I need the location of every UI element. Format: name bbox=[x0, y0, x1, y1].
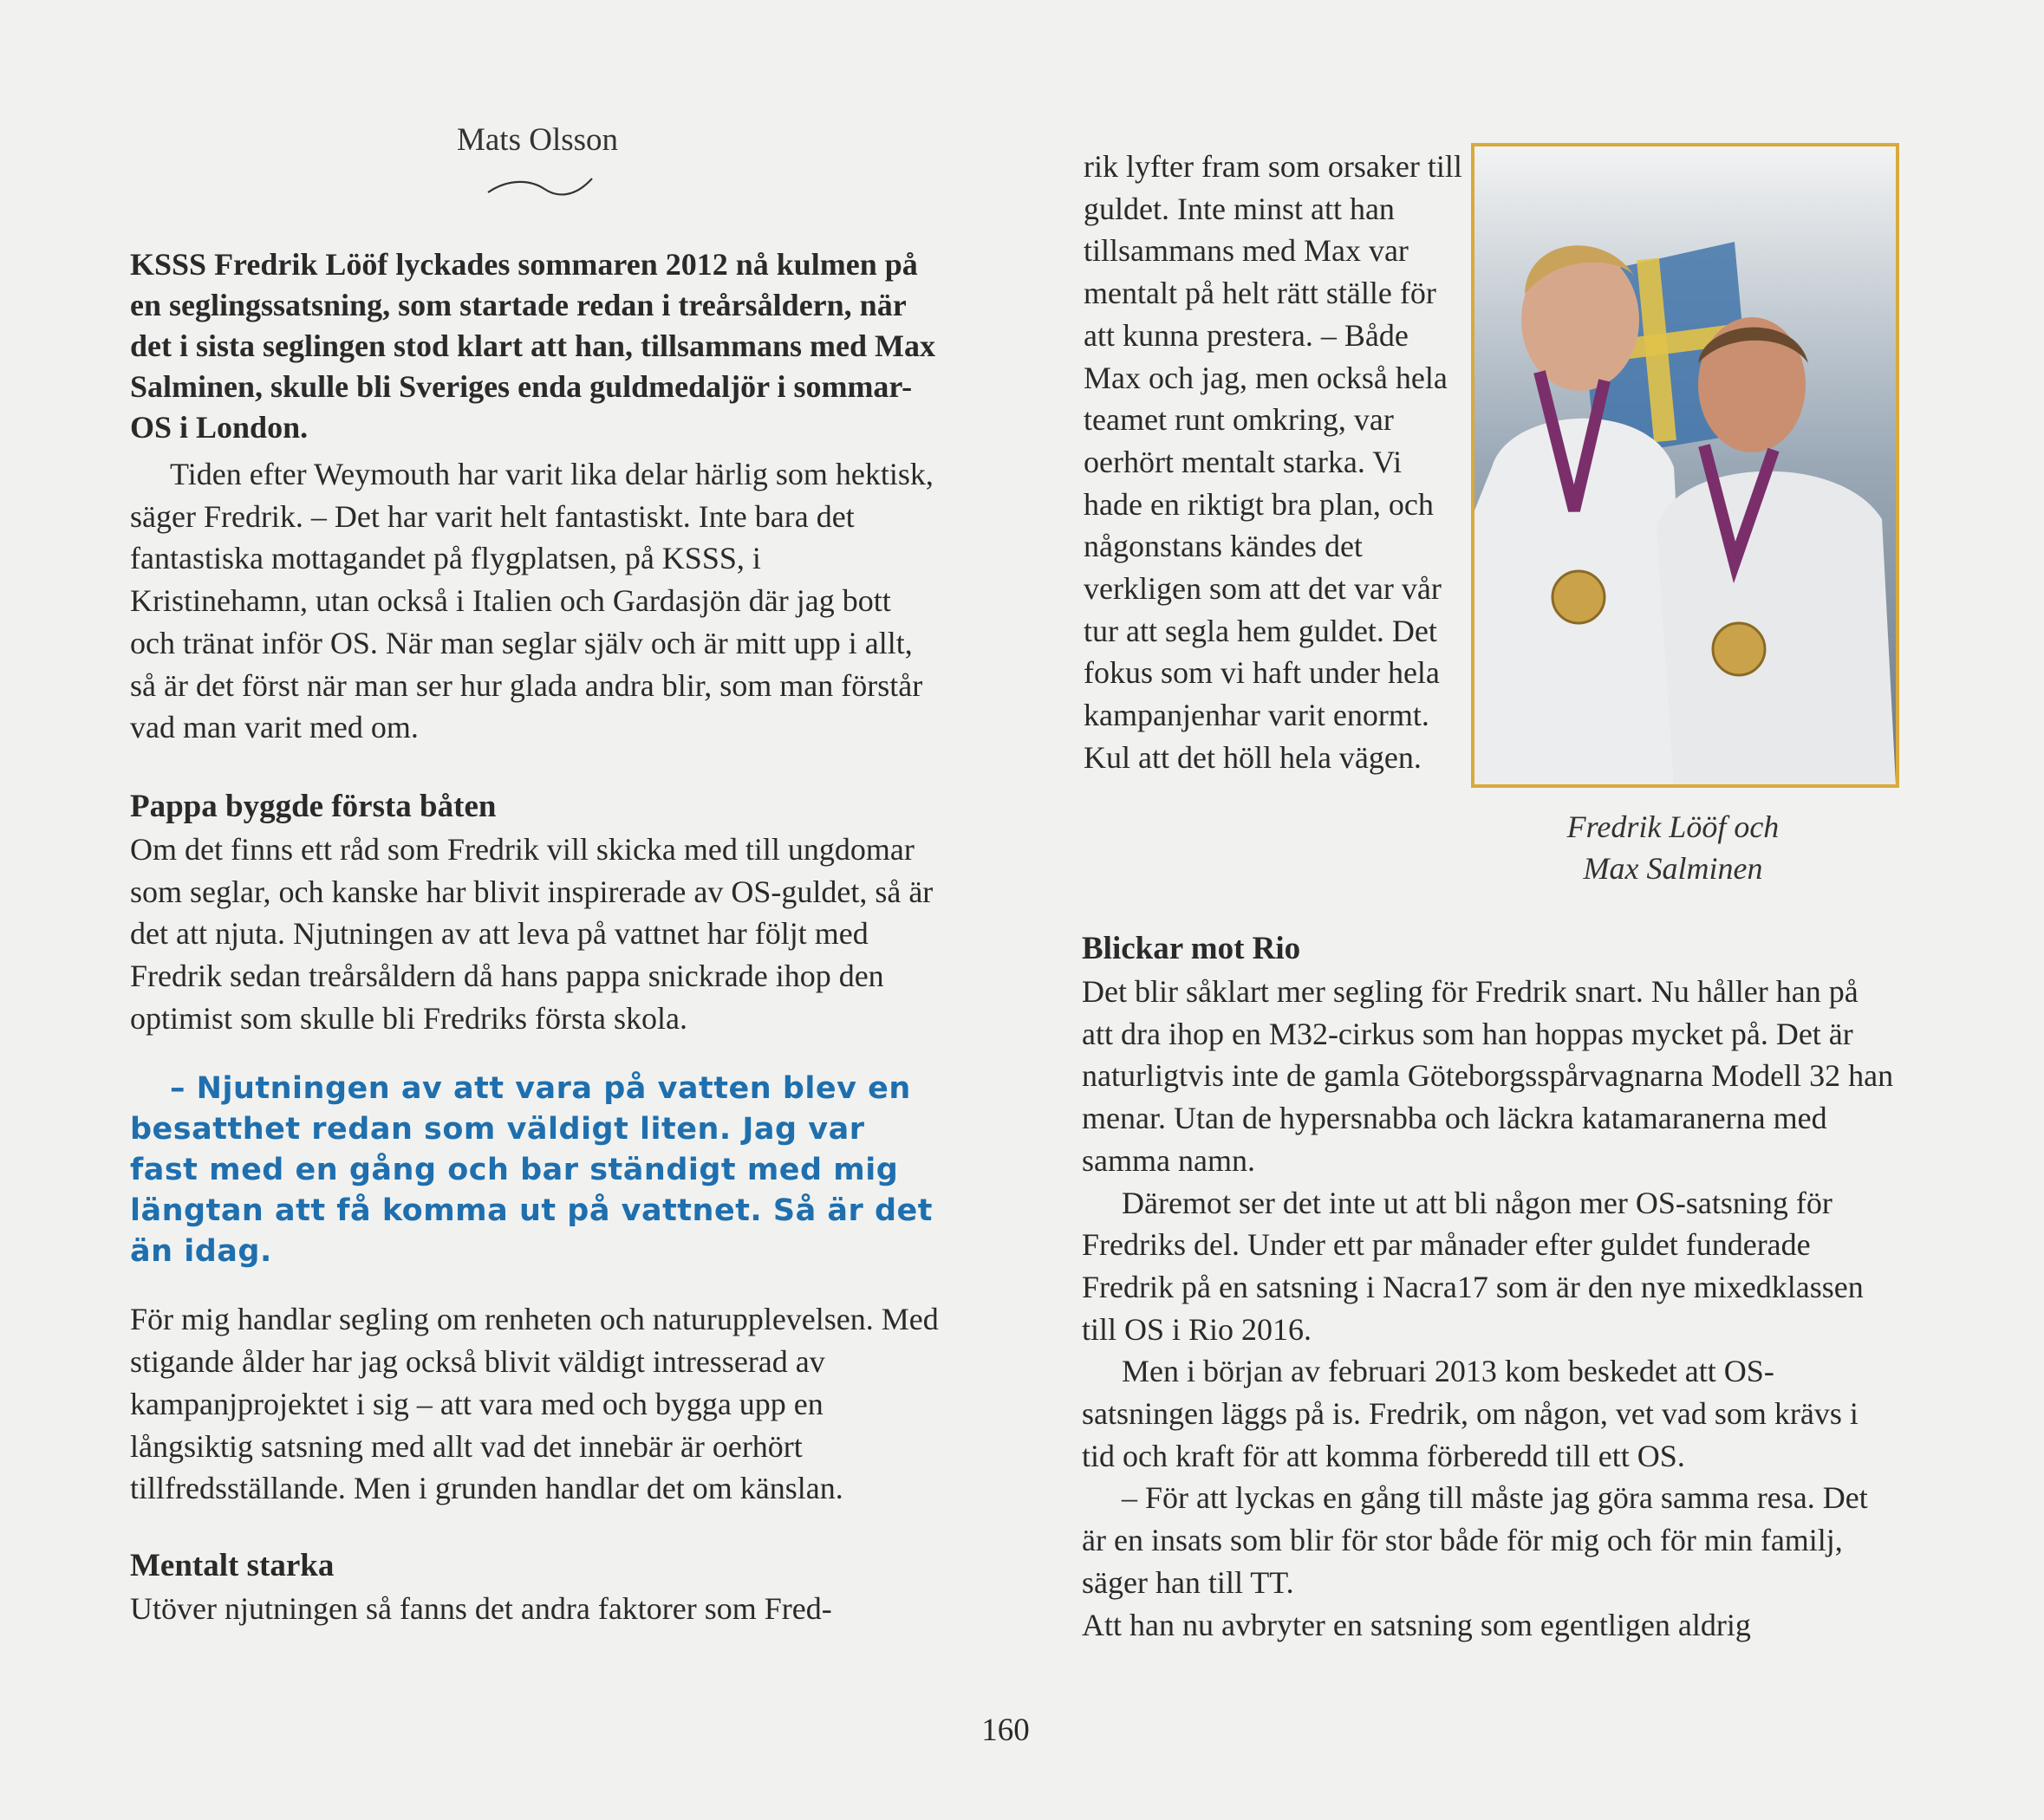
paragraph-continues: Att han nu avbryter en satsning som egentligen aldrig bbox=[1082, 1607, 1751, 1642]
paragraph-weymouth: Tiden efter Weymouth har varit lika delar härlig som hektisk, säger Fredrik. – Det har varit helt fantastiskt. Inte bara det fantastiska mottagandet på flygplatsen, på KSSS, i Kristinehamn, utan också i Italien och Gardasjön där jag bott och tränat inför OS. När man seglar själv och är mitt upp i allt, så är det först när man ser hur glada andra blir, som man förstår vad man varit med om. bbox=[130, 457, 934, 745]
caption-line-2: Max Salminen bbox=[1583, 851, 1763, 886]
paragraph-factors: Utöver njutningen så fanns det andra faktorer som Fred- bbox=[130, 1590, 832, 1626]
paragraph-mental: rik lyfter fram som orsaker till guldet. Inte minst att han tillsammans med Max var mentalt på helt rätt ställe för att kunna prestera. – Både Max och jag, men också hela teamet runt omkring, var oerhört mentalt starka. Vi hade en riktigt bra plan, och någonstans kändes det verkligen som att det var vår tur att segla hem guldet. Det fokus som vi haft under hela kampanjenhar varit enormt. Kul att det höll hela vägen. bbox=[1084, 149, 1462, 775]
right-narrow-column bbox=[1084, 146, 1465, 779]
pull-quote: – Njutningen av att vara på vatten blev en besatthet redan som väldigt liten. Jag var fast med en gång och bar ständigt med mig längtan att få komma ut på vattnet. Så är det än idag. bbox=[130, 1071, 934, 1270]
author-byline: Mats Olsson bbox=[456, 122, 619, 158]
decorative-swash bbox=[484, 173, 596, 199]
left-column bbox=[130, 244, 941, 1630]
heading-pappa: Pappa byggde första båten bbox=[130, 788, 497, 824]
heading-mentalt: Mentalt starka bbox=[130, 1547, 335, 1583]
lead-paragraph: KSSS Fredrik Lööf lyckades sommaren 2012 nå kulmen på en seglingssatsning, som startade redan i treårsåldern, när det i sista seglingen stod klart att han, tillsammans med Max Salminen, skulle bli Sveriges enda guldmedaljör i sommar-OS i London. bbox=[130, 247, 936, 445]
caption-line-1: Fredrik Lööf och bbox=[1566, 809, 1780, 844]
medalists-photo-illustration bbox=[1474, 146, 1896, 784]
paragraph-m32: Det blir såklart mer segling för Fredrik snart. Nu håller han på att dra ihop en M32-cirkus som han hoppas mycket på. Det är naturligtvis inte de gamla Göteborgsspårvagnarna Modell 32 han menar. Utan de hypersnabba och läckra katamaranerna med samma namn. bbox=[1082, 974, 1894, 1178]
paragraph-nature: För mig handlar segling om renheten och naturupplevelsen. Med stigande ålder har jag också blivit väldigt intresserad av kampanjprojektet i sig – att vara med och bygga upp en långsiktig satsning med allt vad det innebär är oerhört tillfredsställande. Men i grunden handlar det om känslan. bbox=[130, 1302, 939, 1506]
heading-rio: Blickar mot Rio bbox=[1082, 931, 1301, 966]
photo-medalists bbox=[1471, 143, 1899, 788]
page-number: 160 bbox=[981, 1713, 1030, 1748]
paragraph-nacra: Däremot ser det inte ut att bli någon mer OS-satsning för Fredriks del. Under ett par månader efter guldet funderade Fredrik på en satsning i Nacra17 som är den nye mixedklassen till OS i Rio 2016. bbox=[1082, 1185, 1864, 1347]
paragraph-advice: Om det finns ett råd som Fredrik vill skicka med till ungdomar som seglar, och kanske har blivit inspirerade av OS-guldet, så är det att njuta. Njutningen av att leva på vattnet har följt med Fredrik sedan treårsåldern då hans pappa snickrade ihop den optimist som skulle bli Fredriks första skola. bbox=[130, 831, 934, 1036]
paragraph-february: Men i början av februari 2013 kom beskedet att OS-satsningen läggs på is. Fredrik, om någon, vet vad som krävs i tid och kraft för att komma förberedd till ett OS. bbox=[1082, 1354, 1858, 1473]
photo-caption bbox=[1526, 806, 1820, 889]
right-column bbox=[1082, 927, 1897, 1646]
paragraph-quote-tt: – För att lyckas en gång till måste jag göra samma resa. Det är en insats som blir för stor både för mig och för min familj, säger han till TT. bbox=[1082, 1480, 1868, 1600]
